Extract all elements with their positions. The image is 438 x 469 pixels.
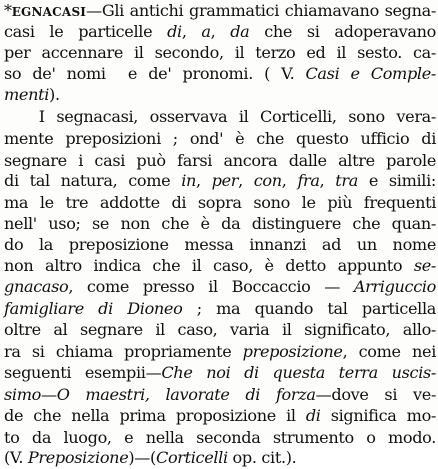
text-run: to da luogo, e nella seconda strumento o modo. (4, 428, 436, 447)
text-line (4, 427, 436, 449)
italic-text: menti (4, 85, 50, 104)
text-run: do la preposizione messa innanzi ad un nome (4, 235, 436, 254)
text-run: casi le particelle (4, 22, 168, 41)
text-run: non altro indica che il caso, è detto appunto (4, 256, 414, 275)
text-run: e simili: (358, 171, 436, 190)
text-run: * (4, 1, 12, 20)
italic-text: in (181, 171, 196, 190)
headword: EGNACASI (11, 5, 87, 19)
text-run: ma le tre addotte di sopra sono le più frequenti (4, 193, 436, 212)
text-run: , (196, 171, 212, 190)
italic-text: di (167, 22, 182, 41)
italic-text: Arriguccio (353, 277, 436, 296)
italic-text: se- (413, 256, 436, 275)
text-line (4, 298, 436, 320)
italic-text: Che noi di questa terra uscis- (161, 363, 436, 382)
text-run: mente preposizioni ; ond' è che questo ufficio di (4, 129, 436, 148)
text-run: )—( (128, 448, 156, 468)
italic-text: Corticelli (155, 448, 228, 468)
text-run: nell' uso; se non che è da distinguere che quan- (4, 214, 436, 233)
text-line (4, 362, 436, 384)
text-line (4, 42, 436, 64)
italic-text: preposizione (242, 342, 343, 361)
text-line (4, 405, 436, 427)
text-run: per accennare il secondo, il terzo ed il sesto. ca- (4, 43, 436, 62)
text-line (4, 447, 436, 469)
text-run: ; ma quando tal particella (182, 299, 436, 318)
text-run: so de' nomi e de' pronomi. ( V. (4, 64, 306, 83)
italic-text: con (253, 171, 282, 190)
text-run: I segnacasi, osservava il Corticelli, sono vera- (4, 107, 436, 126)
text-run: , (210, 22, 231, 41)
text-line (4, 170, 436, 192)
text-line (4, 0, 436, 22)
text-line (4, 150, 436, 172)
text-run: —Gli antichi grammatici chiamavano segna- (86, 1, 436, 20)
text-run: , (319, 171, 336, 190)
text-run: ra si chiama propriamente (4, 342, 243, 361)
text-run: , (181, 22, 202, 41)
text-line (4, 21, 436, 43)
text-run: significa mo- (320, 406, 436, 425)
text-line (4, 106, 436, 128)
italic-text: da (230, 22, 250, 41)
text-run: de che nella prima proposizione il (4, 406, 306, 425)
text-run: (V. (4, 448, 28, 468)
text-line (4, 384, 436, 406)
italic-text: tra (335, 171, 358, 190)
italic-text: famigliare di Dioneo (4, 299, 183, 318)
italic-text: Preposizione (27, 448, 129, 468)
text-line (4, 319, 436, 341)
text-line (4, 255, 436, 277)
text-run: segnare i casi può farsi ancora dalle altre parole (4, 151, 436, 170)
text-line (4, 213, 436, 235)
text-line (4, 128, 436, 150)
text-run: , come presso il Boccaccio — (68, 277, 354, 296)
italic-text: per (211, 171, 239, 190)
text-run: oltre al segnare il caso, varia il significato, allo- (4, 320, 436, 339)
text-line (4, 276, 436, 298)
italic-text: a (201, 22, 211, 41)
text-run: , (238, 171, 254, 190)
text-line (4, 63, 436, 85)
text-run: che si adoperavano (249, 22, 436, 41)
text-run: , (281, 171, 298, 190)
text-run: —dove si ve- (315, 385, 436, 404)
italic-text: Casi e Comple- (305, 64, 436, 83)
italic-text: gnacaso (4, 277, 69, 296)
text-line (4, 341, 436, 363)
text-line (4, 84, 436, 106)
text-run: di tal natura, come (4, 171, 182, 190)
text-run: ). (49, 85, 60, 104)
text-run: , come nei (342, 342, 436, 361)
text-line (4, 192, 436, 214)
italic-text: di (305, 406, 321, 425)
italic-text: fra (297, 171, 320, 190)
italic-text: simo—O maestri, lavorate di forza (4, 385, 316, 404)
text-run: seguenti esempii— (4, 363, 162, 382)
text-run: op. cit.). (227, 448, 297, 468)
text-line (4, 234, 436, 256)
